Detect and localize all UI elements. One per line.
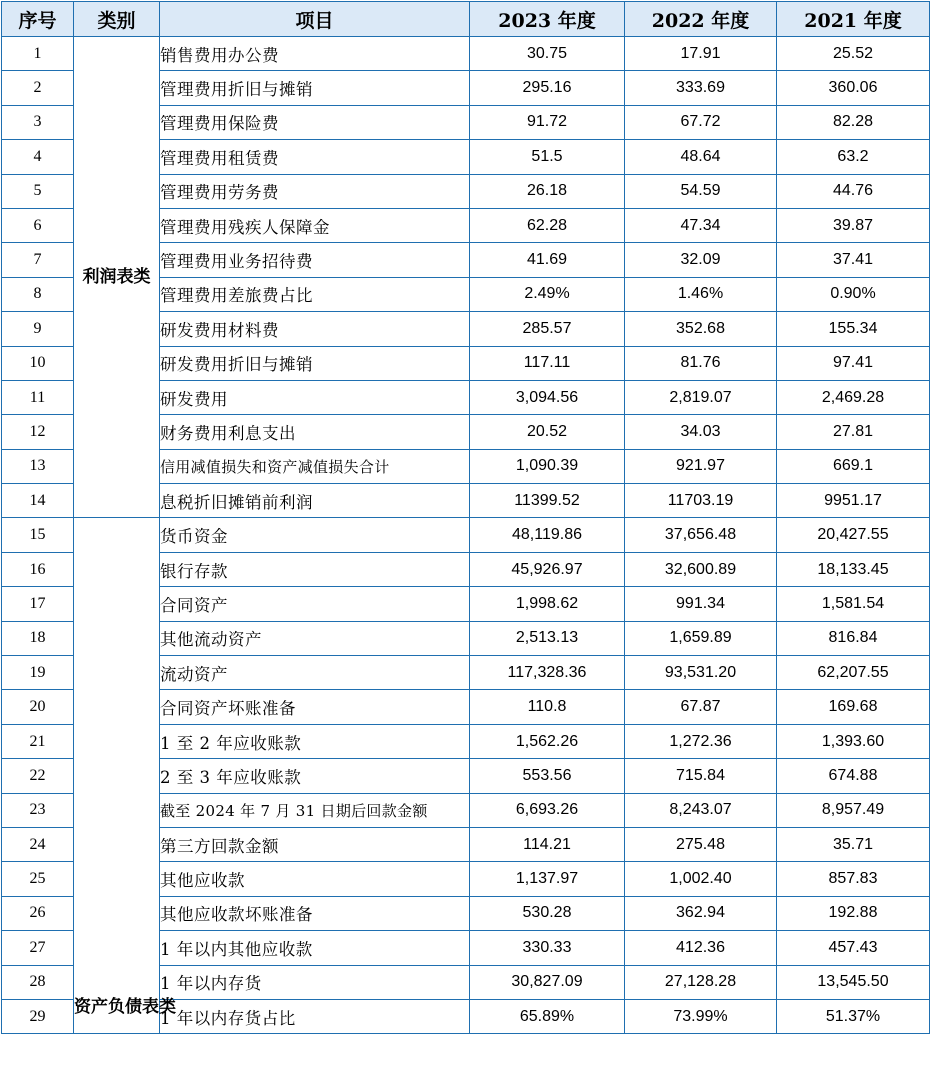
value-2022: 275.48 [625,827,777,861]
value-2023: 110.8 [470,690,625,724]
row-seq: 4 [2,140,74,174]
header-seq: 序号 [2,2,74,37]
value-2021: 18,133.45 [777,552,930,586]
value-2023: 117.11 [470,346,625,380]
value-2023: 330.33 [470,931,625,965]
row-item: 管理费用差旅费占比 [160,277,470,311]
value-2023: 45,926.97 [470,552,625,586]
row-seq: 23 [2,793,74,827]
value-2023: 295.16 [470,71,625,105]
value-2021: 857.83 [777,862,930,896]
row-item: 第三方回款金额 [160,827,470,861]
value-2023: 26.18 [470,174,625,208]
value-2021: 39.87 [777,208,930,242]
value-2021: 674.88 [777,759,930,793]
header-item: 项目 [160,2,470,37]
value-2021: 27.81 [777,415,930,449]
value-2021: 457.43 [777,931,930,965]
value-2022: 93,531.20 [625,656,777,690]
value-2022: 8,243.07 [625,793,777,827]
row-item: 财务费用利息支出 [160,415,470,449]
category-income: 利润表类 [74,37,160,518]
value-2021: 2,469.28 [777,380,930,414]
value-2022: 32.09 [625,243,777,277]
row-seq: 2 [2,71,74,105]
value-2022: 921.97 [625,449,777,483]
value-2021: 97.41 [777,346,930,380]
value-2021: 155.34 [777,312,930,346]
value-2023: 3,094.56 [470,380,625,414]
row-item: 管理费用折旧与摊销 [160,71,470,105]
row-item: 2 至 3 年应收账款 [160,759,470,793]
value-2022: 67.72 [625,105,777,139]
row-seq: 3 [2,105,74,139]
value-2021: 20,427.55 [777,518,930,552]
value-2022: 1,659.89 [625,621,777,655]
value-2022: 333.69 [625,71,777,105]
row-seq: 10 [2,346,74,380]
row-seq: 5 [2,174,74,208]
value-2022: 412.36 [625,931,777,965]
row-item: 银行存款 [160,552,470,586]
row-seq: 12 [2,415,74,449]
row-seq: 16 [2,552,74,586]
value-2023: 553.56 [470,759,625,793]
value-2023: 11399.52 [470,484,625,518]
value-2023: 1,562.26 [470,724,625,758]
row-seq: 21 [2,724,74,758]
row-seq: 15 [2,518,74,552]
row-seq: 13 [2,449,74,483]
value-2021: 82.28 [777,105,930,139]
value-2021: 13,545.50 [777,965,930,999]
value-2022: 67.87 [625,690,777,724]
row-item: 信用减值损失和资产减值损失合计 [160,449,470,483]
row-item: 管理费用劳务费 [160,174,470,208]
value-2022: 17.91 [625,37,777,71]
row-seq: 9 [2,312,74,346]
value-2023: 1,998.62 [470,587,625,621]
value-2021: 360.06 [777,71,930,105]
value-2023: 41.69 [470,243,625,277]
header-category: 类别 [74,2,160,37]
row-item: 1 年以内存货占比 [160,999,470,1033]
row-item: 管理费用保险费 [160,105,470,139]
row-seq: 27 [2,931,74,965]
row-item: 销售费用办公费 [160,37,470,71]
row-seq: 19 [2,656,74,690]
value-2023: 30.75 [470,37,625,71]
row-seq: 25 [2,862,74,896]
row-item: 合同资产坏账准备 [160,690,470,724]
value-2023: 1,090.39 [470,449,625,483]
value-2022: 73.99% [625,999,777,1033]
row-seq: 8 [2,277,74,311]
row-item: 管理费用残疾人保障金 [160,208,470,242]
value-2022: 1,002.40 [625,862,777,896]
row-item: 研发费用折旧与摊销 [160,346,470,380]
value-2022: 991.34 [625,587,777,621]
row-seq: 28 [2,965,74,999]
value-2021: 62,207.55 [777,656,930,690]
value-2021: 1,581.54 [777,587,930,621]
value-2022: 34.03 [625,415,777,449]
value-2023: 6,693.26 [470,793,625,827]
row-item: 截至 2024 年 7 月 31 日期后回款金额 [160,793,470,827]
value-2021: 63.2 [777,140,930,174]
value-2022: 1.46% [625,277,777,311]
value-2023: 114.21 [470,827,625,861]
value-2021: 37.41 [777,243,930,277]
row-item: 管理费用租赁费 [160,140,470,174]
row-item: 货币资金 [160,518,470,552]
value-2023: 51.5 [470,140,625,174]
row-item: 研发费用材料费 [160,312,470,346]
value-2023: 30,827.09 [470,965,625,999]
row-item: 合同资产 [160,587,470,621]
value-2021: 9951.17 [777,484,930,518]
value-2021: 169.68 [777,690,930,724]
header-row [2,2,930,37]
value-2021: 1,393.60 [777,724,930,758]
value-2023: 91.72 [470,105,625,139]
row-item: 1 至 2 年应收账款 [160,724,470,758]
row-item: 研发费用 [160,380,470,414]
row-seq: 26 [2,896,74,930]
row-seq: 22 [2,759,74,793]
row-item: 息税折旧摊销前利润 [160,484,470,518]
value-2023: 2.49% [470,277,625,311]
value-2022: 1,272.36 [625,724,777,758]
row-item: 其他应收款 [160,862,470,896]
value-2021: 51.37% [777,999,930,1033]
header-2023: 2023 年度 [470,2,625,37]
value-2023: 62.28 [470,208,625,242]
value-2023: 530.28 [470,896,625,930]
row-item: 1 年以内其他应收款 [160,931,470,965]
financial-data-table [1,1,930,1034]
value-2021: 25.52 [777,37,930,71]
row-seq: 17 [2,587,74,621]
value-2023: 2,513.13 [470,621,625,655]
value-2022: 11703.19 [625,484,777,518]
row-item: 1 年以内存货 [160,965,470,999]
row-seq: 18 [2,621,74,655]
table-row [2,518,930,552]
value-2023: 20.52 [470,415,625,449]
row-item: 其他应收款坏账准备 [160,896,470,930]
value-2023: 1,137.97 [470,862,625,896]
value-2022: 54.59 [625,174,777,208]
row-seq: 7 [2,243,74,277]
value-2022: 352.68 [625,312,777,346]
value-2022: 362.94 [625,896,777,930]
value-2023: 48,119.86 [470,518,625,552]
category-balance: 资产负债表类 [74,518,160,1034]
row-seq: 11 [2,380,74,414]
value-2022: 47.34 [625,208,777,242]
value-2022: 27,128.28 [625,965,777,999]
value-2021: 44.76 [777,174,930,208]
value-2022: 37,656.48 [625,518,777,552]
table-row [2,37,930,71]
value-2023: 65.89% [470,999,625,1033]
value-2021: 35.71 [777,827,930,861]
row-seq: 24 [2,827,74,861]
row-item: 管理费用业务招待费 [160,243,470,277]
value-2022: 2,819.07 [625,380,777,414]
value-2023: 285.57 [470,312,625,346]
header-2022: 2022 年度 [625,2,777,37]
value-2022: 81.76 [625,346,777,380]
value-2021: 816.84 [777,621,930,655]
value-2023: 117,328.36 [470,656,625,690]
row-item: 流动资产 [160,656,470,690]
row-item: 其他流动资产 [160,621,470,655]
row-seq: 1 [2,37,74,71]
value-2021: 669.1 [777,449,930,483]
row-seq: 6 [2,208,74,242]
value-2022: 715.84 [625,759,777,793]
value-2021: 192.88 [777,896,930,930]
value-2022: 32,600.89 [625,552,777,586]
row-seq: 29 [2,999,74,1033]
row-seq: 14 [2,484,74,518]
header-2021: 2021 年度 [777,2,930,37]
value-2021: 8,957.49 [777,793,930,827]
row-seq: 20 [2,690,74,724]
value-2021: 0.90% [777,277,930,311]
value-2022: 48.64 [625,140,777,174]
